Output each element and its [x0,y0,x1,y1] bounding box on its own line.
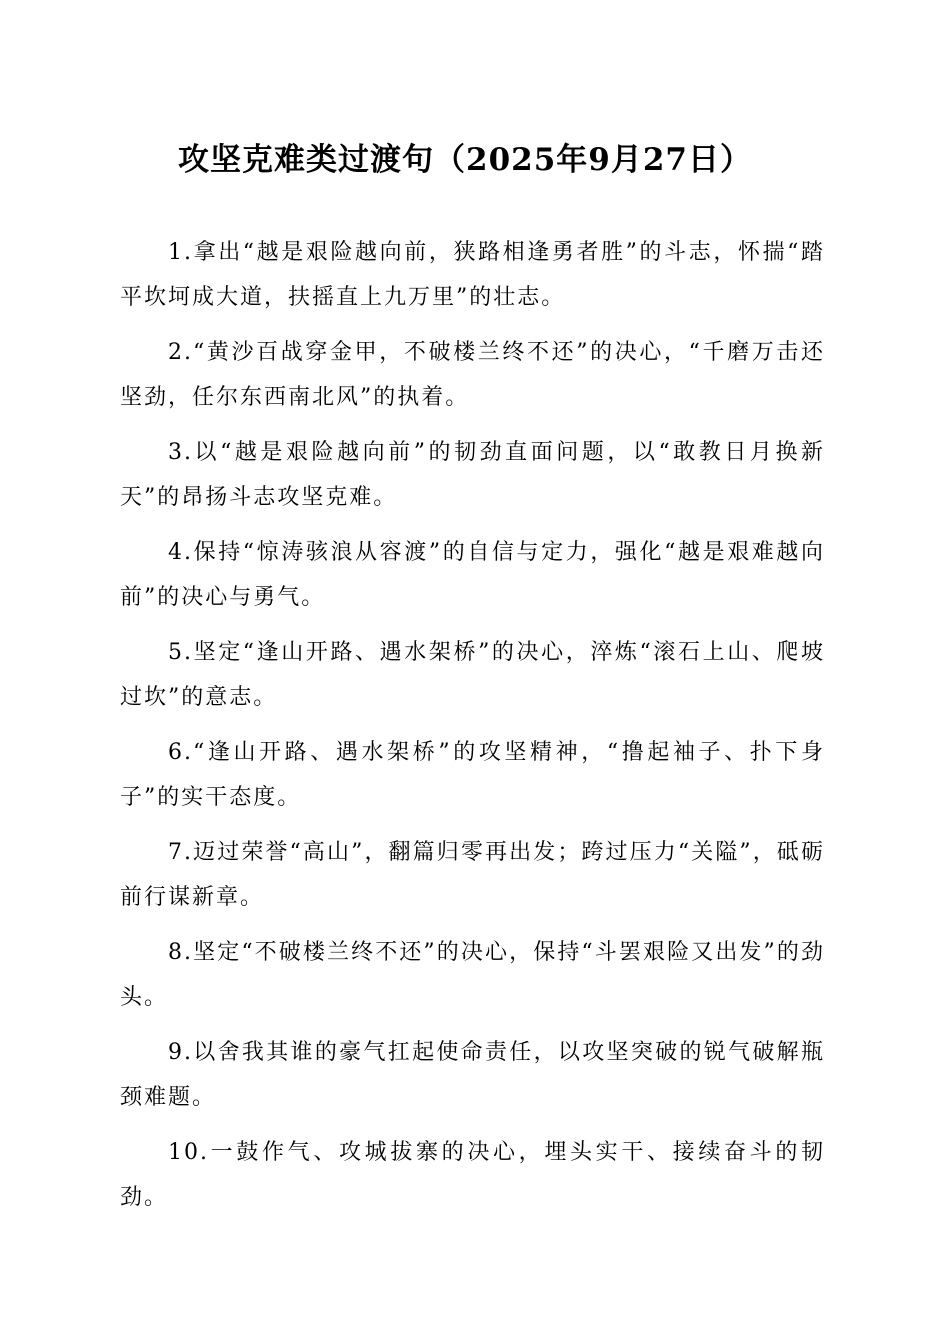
paragraph: 7.迈过荣誉“高山”，翻篇归零再出发；跨过压力“关隘”，砥砺前行谋新章。 [120,840,825,910]
document-body [120,230,825,1230]
paragraph: 3.以“越是艰险越向前”的韧劲直面问题，以“敢教日月换新天”的昂扬斗志攻坚克难。 [120,440,825,510]
paragraph: 10.一鼓作气、攻城拔寨的决心，埋头实干、接续奋斗的韧劲。 [120,1140,825,1210]
paragraph: 8.坚定“不破楼兰终不还”的决心，保持“斗罢艰险又出发”的劲头。 [120,940,825,1010]
document-title: 攻坚克难类过渡句（2025年9月27日） [178,142,752,178]
paragraph: 5.坚定“逢山开路、遇水架桥”的决心，淬炼“滚石上山、爬坡过坎”的意志。 [120,640,825,710]
paragraph: 9.以舍我其谁的豪气扛起使命责任，以攻坚突破的锐气破解瓶颈难题。 [120,1040,825,1110]
paragraph: 2.“黄沙百战穿金甲，不破楼兰终不还”的决心，“千磨万击还坚劲，任尔东西南北风”的执着。 [120,340,825,410]
paragraph: 1.拿出“越是艰险越向前，狭路相逢勇者胜”的斗志，怀揣“踏平坎坷成大道，扶摇直上九万里”的壮志。 [120,240,825,310]
paragraph: 4.保持“惊涛骇浪从容渡”的自信与定力，强化“越是艰难越向前”的决心与勇气。 [120,540,825,610]
paragraph: 6.“逢山开路、遇水架桥”的攻坚精神，“撸起袖子、扑下身子”的实干态度。 [120,740,825,810]
